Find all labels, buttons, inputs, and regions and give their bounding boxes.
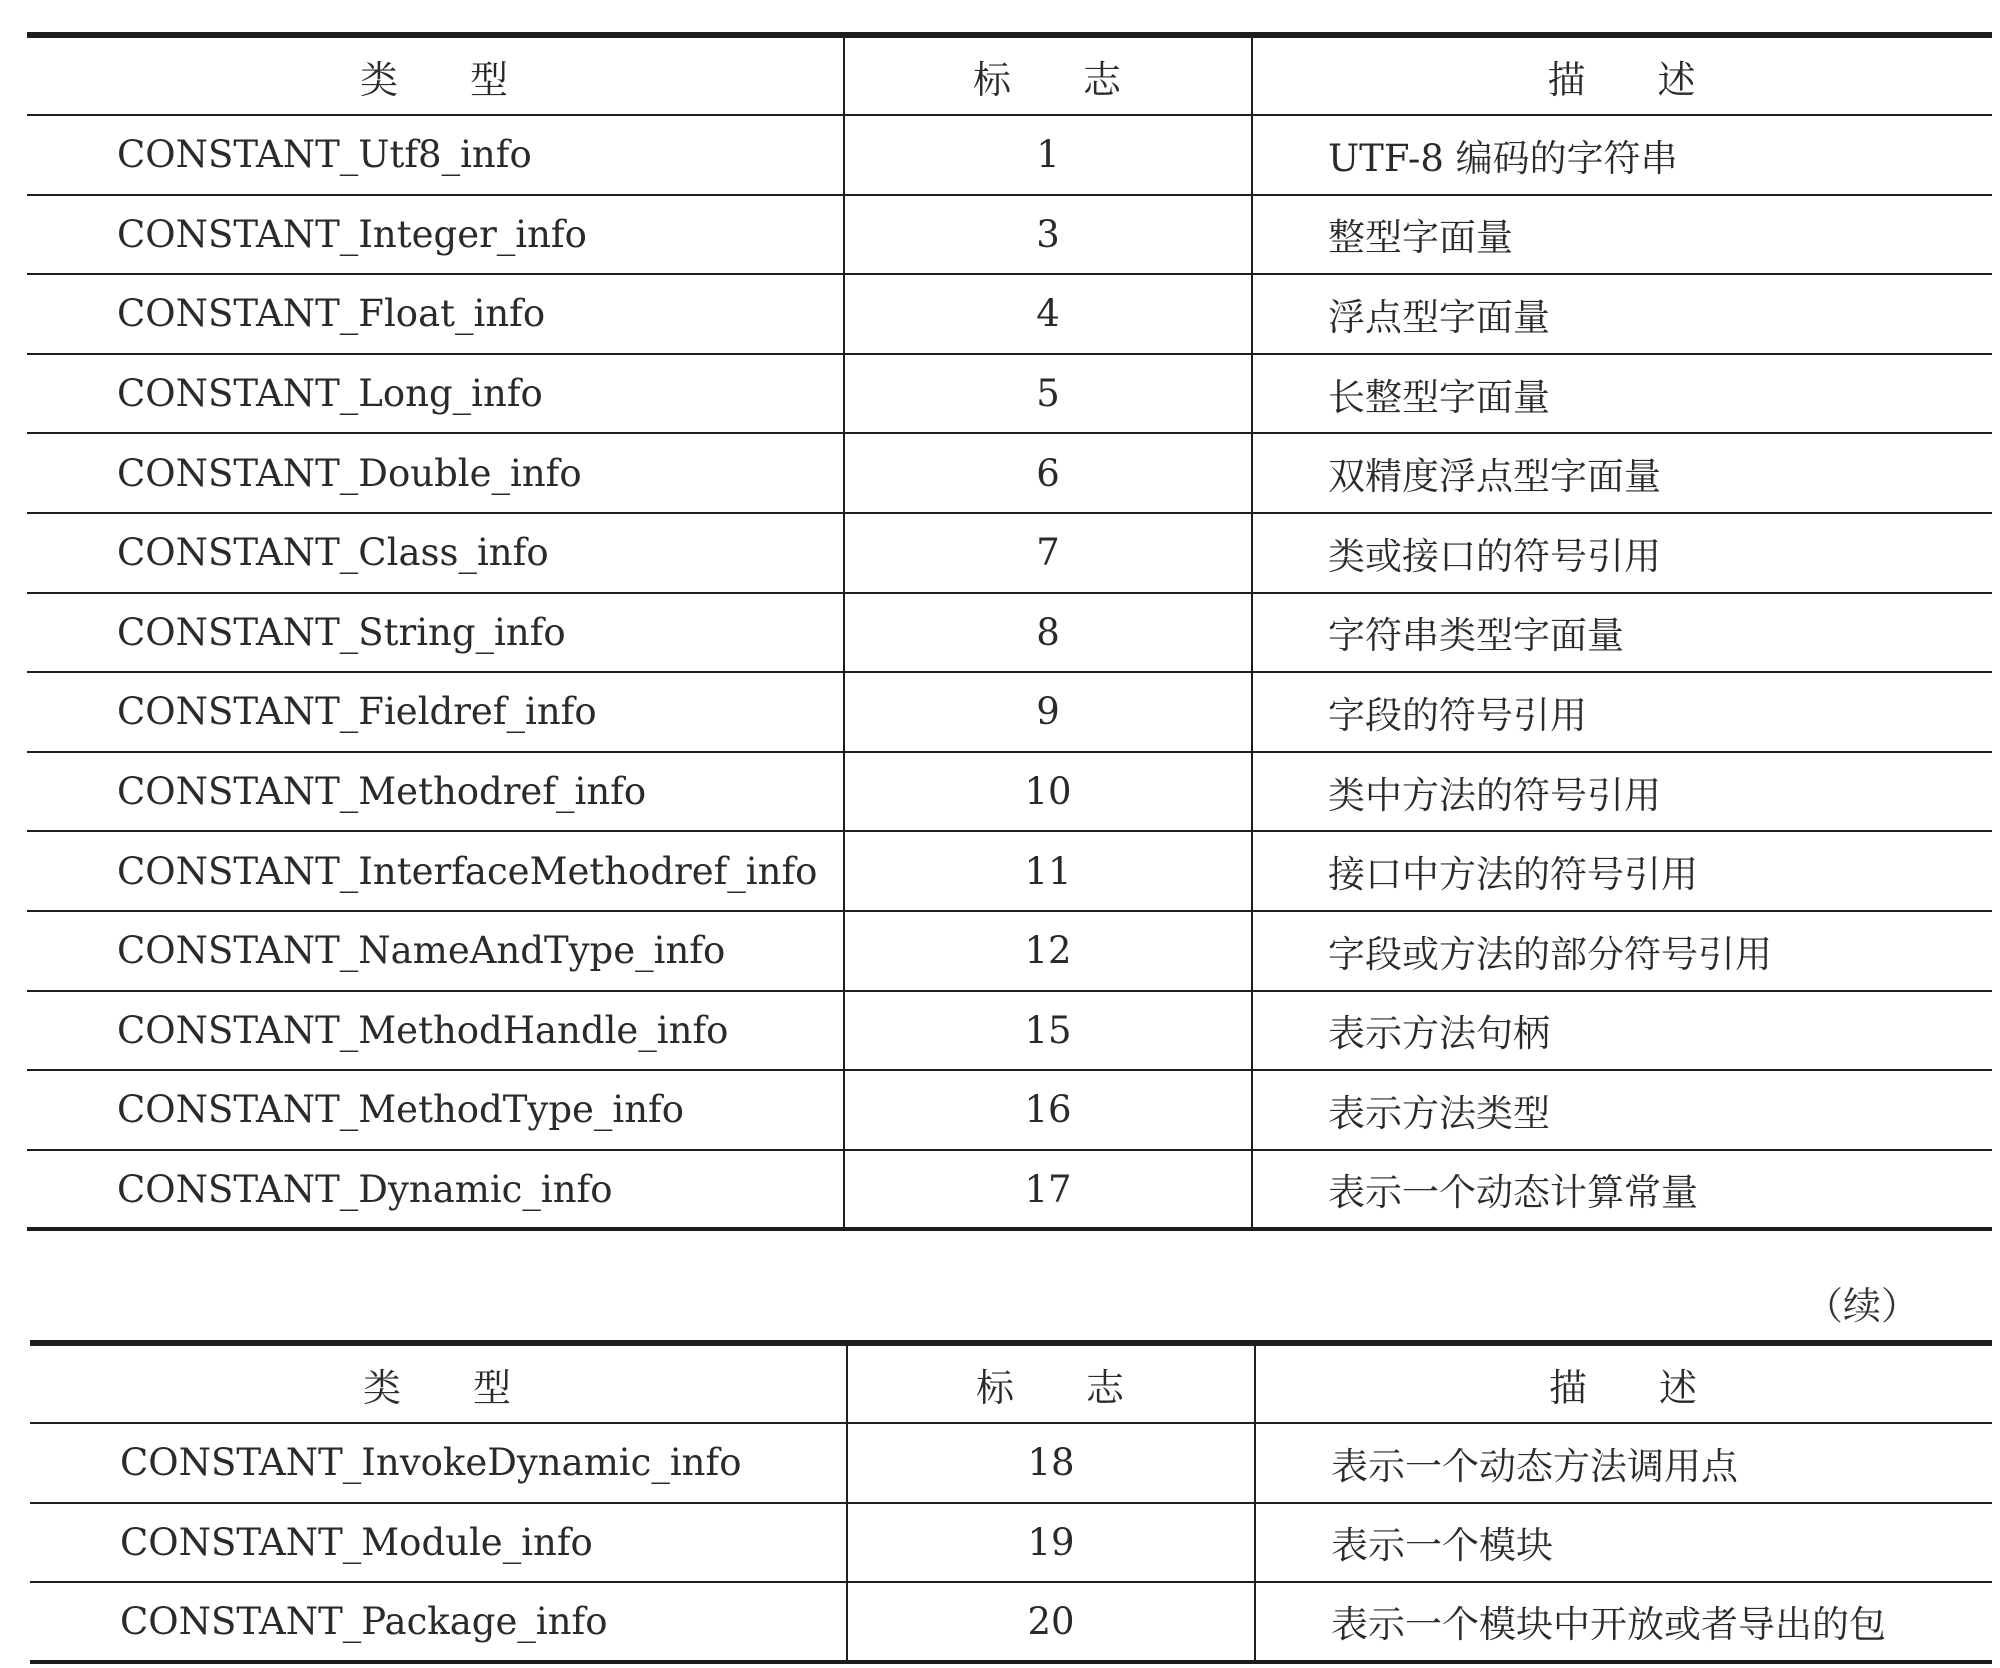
description-cell: 双精度浮点型字面量 [1252,433,1992,513]
description-cell: 类或接口的符号引用 [1252,513,1992,593]
header-tag: 标 志 [844,35,1252,115]
tag-cell: 1 [844,115,1252,195]
constant-pool-table [27,32,1992,1231]
header-tag: 标 志 [847,1343,1255,1423]
tag-cell: 8 [844,593,1252,673]
table-row [27,115,1992,195]
type-cell: CONSTANT_Dynamic_info [27,1150,844,1230]
table-row [27,513,1992,593]
header-description: 描 述 [1255,1343,1992,1423]
constant-pool-table-continued [30,1340,1992,1664]
type-cell: CONSTANT_Module_info [30,1503,847,1583]
type-cell: CONSTANT_NameAndType_info [27,911,844,991]
tag-cell: 12 [844,911,1252,991]
tag-cell: 10 [844,752,1252,832]
description-cell: 表示一个动态方法调用点 [1255,1423,1992,1503]
tag-cell: 6 [844,433,1252,513]
type-cell: CONSTANT_Class_info [27,513,844,593]
type-cell: CONSTANT_Fieldref_info [27,672,844,752]
description-cell: 字段的符号引用 [1252,672,1992,752]
description-cell: 表示一个模块 [1255,1503,1992,1583]
description-cell: 表示一个动态计算常量 [1252,1150,1992,1230]
tag-cell: 18 [847,1423,1255,1503]
description-cell: 类中方法的符号引用 [1252,752,1992,832]
table-row [27,752,1992,832]
table-row [30,1503,1992,1583]
tag-cell: 3 [844,195,1252,275]
table-row [27,991,1992,1071]
type-cell: CONSTANT_MethodType_info [27,1070,844,1150]
tag-cell: 17 [844,1150,1252,1230]
table-row [27,911,1992,991]
type-cell: CONSTANT_String_info [27,593,844,673]
type-cell: CONSTANT_Double_info [27,433,844,513]
type-cell: CONSTANT_InterfaceMethodref_info [27,831,844,911]
tag-cell: 4 [844,274,1252,354]
tag-cell: 7 [844,513,1252,593]
tag-cell: 9 [844,672,1252,752]
table-header-row [27,35,1992,115]
table-row [27,831,1992,911]
tag-cell: 19 [847,1503,1255,1583]
header-type: 类 型 [27,35,844,115]
table-row [30,1582,1992,1662]
description-cell: 字段或方法的部分符号引用 [1252,911,1992,991]
type-cell: CONSTANT_MethodHandle_info [27,991,844,1071]
type-cell: CONSTANT_Methodref_info [27,752,844,832]
header-description: 描 述 [1252,35,1992,115]
type-cell: CONSTANT_Integer_info [27,195,844,275]
type-cell: CONSTANT_Long_info [27,354,844,434]
type-cell: CONSTANT_InvokeDynamic_info [30,1423,847,1503]
table-body [27,115,1992,1229]
tag-cell: 15 [844,991,1252,1071]
tag-cell: 16 [844,1070,1252,1150]
description-cell: UTF-8 编码的字符串 [1252,115,1992,195]
type-cell: CONSTANT_Float_info [27,274,844,354]
table-row [27,433,1992,513]
table-row [27,1070,1992,1150]
description-cell: 整型字面量 [1252,195,1992,275]
description-cell: 浮点型字面量 [1252,274,1992,354]
table-row [27,1150,1992,1230]
table-row [27,195,1992,275]
table-row [27,274,1992,354]
description-cell: 字符串类型字面量 [1252,593,1992,673]
continued-label: （续） [1805,1284,1920,1328]
table-row [27,593,1992,673]
description-cell: 表示方法类型 [1252,1070,1992,1150]
type-cell: CONSTANT_Utf8_info [27,115,844,195]
description-cell: 表示一个模块中开放或者导出的包 [1255,1582,1992,1662]
table-row [27,354,1992,434]
header-type: 类 型 [30,1343,847,1423]
tag-cell: 20 [847,1582,1255,1662]
table-row [27,672,1992,752]
table-body [30,1423,1992,1662]
tag-cell: 5 [844,354,1252,434]
description-cell: 长整型字面量 [1252,354,1992,434]
table-header-row [30,1343,1992,1423]
description-cell: 接口中方法的符号引用 [1252,831,1992,911]
tag-cell: 11 [844,831,1252,911]
description-cell: 表示方法句柄 [1252,991,1992,1071]
type-cell: CONSTANT_Package_info [30,1582,847,1662]
table-row [30,1423,1992,1503]
